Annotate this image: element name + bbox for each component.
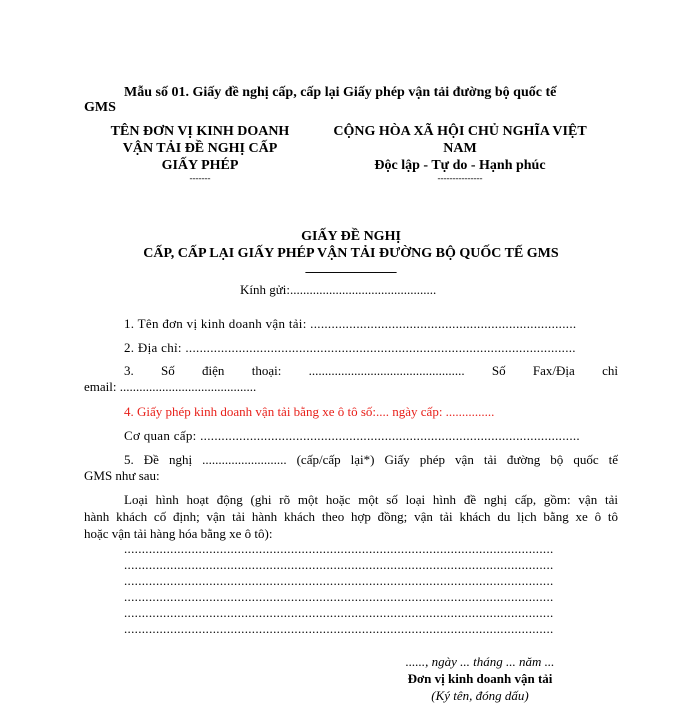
left-header-rule: ------- xyxy=(189,173,211,183)
dot-line: ......................................................................................................................... xyxy=(124,605,554,620)
right-header-rule: --------------- xyxy=(437,173,483,183)
item-5-line2: GMS như sau: xyxy=(84,468,160,483)
loai-hinh-line1: Loại hình hoạt động (ghi rõ một hoặc một số loại hình đề nghị cấp, gồm: vận tải xyxy=(124,492,618,507)
doc-title-rule: _____________ xyxy=(305,260,397,275)
item-3-so: Số xyxy=(161,363,175,378)
left-header-line2: VẬN TẢI ĐỀ NGHỊ CẤP xyxy=(122,141,278,156)
signature-block xyxy=(360,653,600,704)
item-3-email: email: .......................................... xyxy=(84,379,257,394)
dot-line: ......................................................................................................................... xyxy=(124,541,554,556)
item-2-dia-chi: 2. Địa chỉ: .............................................................................................................. xyxy=(124,340,576,355)
item-3-phone-row xyxy=(124,362,618,379)
item-3-num: 3. xyxy=(124,363,134,378)
dot-lines xyxy=(124,541,618,637)
item-3-fax: Fax/Địa xyxy=(532,363,575,378)
item-4-giay-phep: 4. Giấy phép kinh doanh vận tải bằng xe ô tô số:.... ngày cấp: ............... xyxy=(124,404,495,419)
right-header-line3: Độc lập - Tự do - Hạnh phúc xyxy=(374,158,546,173)
left-header-line3: GIẤY PHÉP xyxy=(161,158,239,173)
signature-date: ......, ngày ... tháng ... năm ... xyxy=(405,654,555,669)
dot-line: ......................................................................................................................... xyxy=(124,573,554,588)
dot-line: ......................................................................................................................... xyxy=(124,589,554,604)
item-3-thoai: thoại: xyxy=(251,363,282,378)
right-header-line2: NAM xyxy=(443,141,477,156)
form-title-line1: Mẫu số 01. Giấy đề nghị cấp, cấp lại Giấy phép vận tải đường bộ quốc tế xyxy=(124,85,557,100)
co-quan-cap: Cơ quan cấp: ........................................................................................................... xyxy=(124,428,580,443)
item-1-ten-don-vi: 1. Tên đơn vị kinh doanh vận tải: ........................................................................... xyxy=(124,316,577,331)
left-header-line1: TÊN ĐƠN VỊ KINH DOANH xyxy=(110,124,290,139)
loai-hinh-line3: hoặc vận tải hàng hóa bằng xe ô tô): xyxy=(84,526,273,541)
item-3-dien: điện xyxy=(202,363,225,378)
item-5-line1: 5. Đề nghị .......................... (cấp/cấp lại*) Giấy phép vận tải đường bộ quốc tế xyxy=(124,452,618,467)
right-header xyxy=(310,123,610,183)
form-title-line2: GMS xyxy=(84,100,116,115)
item-3-so-fax: Số xyxy=(491,363,506,378)
doc-title xyxy=(84,228,618,274)
item-3-dots: ................................................ xyxy=(308,363,465,378)
left-header xyxy=(80,123,320,183)
dot-line: ......................................................................................................................... xyxy=(124,557,554,572)
signature-note: (Ký tên, đóng dấu) xyxy=(431,688,529,703)
loai-hinh-line2: hành khách cố định; vận tải hành khách theo hợp đồng; vận tải khách du lịch bằng xe ô tô xyxy=(84,509,618,524)
signature-org: Đơn vị kinh doanh vận tải xyxy=(407,671,553,686)
item-3-chi: chỉ xyxy=(602,363,618,378)
dot-line: ......................................................................................................................... xyxy=(124,621,554,636)
doc-title-line2: CẤP, CẤP LẠI GIẤY PHÉP VẬN TẢI ĐƯỜNG BỘ QUỐC TẾ GMS xyxy=(143,246,559,261)
right-header-line1: CỘNG HÒA XÃ HỘI CHỦ NGHĨA VIỆT xyxy=(333,124,587,139)
doc-title-line1: GIẤY ĐỀ NGHỊ xyxy=(301,229,401,244)
kinh-gui: Kính gửi:............................................. xyxy=(240,282,437,297)
